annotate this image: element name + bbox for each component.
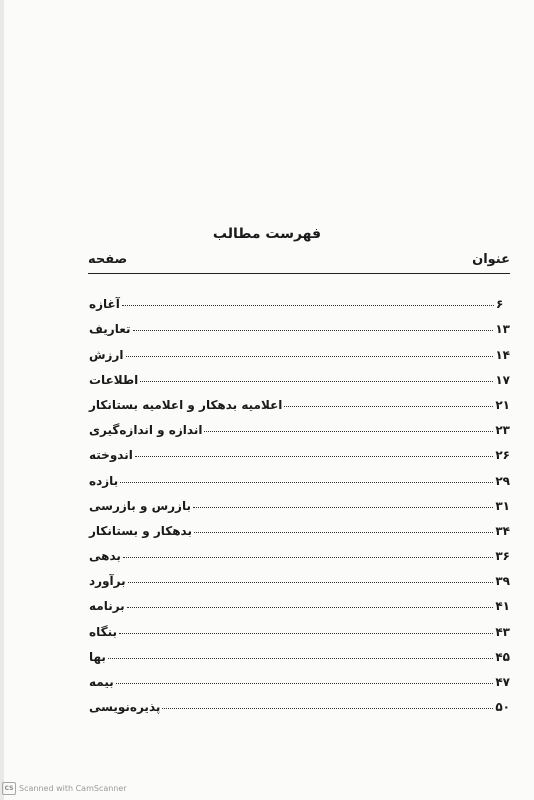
toc-entry <box>88 513 510 538</box>
toc-entry-page-number: ۴۳ <box>495 624 510 639</box>
column-page-label: صفحه <box>88 252 128 267</box>
toc-entry-page-number: ۴۱ <box>495 599 510 614</box>
toc-entry <box>88 689 510 714</box>
toc-entry-page-number: ۲۳ <box>495 423 510 438</box>
toc-entry <box>88 412 510 437</box>
dot-leader <box>119 632 493 634</box>
dot-leader <box>123 556 493 558</box>
dot-leader <box>120 481 493 483</box>
toc-title: فهرست مطالب <box>212 226 322 242</box>
toc-entry-page-number: ۳۴ <box>495 523 510 538</box>
dot-leader <box>108 657 493 659</box>
scan-edge <box>0 0 4 800</box>
toc-entry <box>88 563 510 588</box>
toc-entry-title: برنامه <box>89 599 125 614</box>
toc-entry-page-number: ۶ <box>496 297 504 312</box>
toc-entry-title: اندازه و اندازه‌گیری <box>89 423 203 438</box>
toc-entry-page-number: ۱۳ <box>495 322 510 337</box>
toc-entry-title: بیمه <box>89 675 114 689</box>
toc-entry-title: بازده <box>89 473 119 488</box>
dot-leader <box>284 405 493 407</box>
dot-leader <box>140 380 493 382</box>
dot-leader <box>127 606 494 608</box>
toc-entry-page-number: ۲۹ <box>495 473 510 488</box>
toc-entry <box>88 336 510 361</box>
toc-entry-page-number: ۱۴ <box>495 347 510 362</box>
dot-leader <box>122 304 494 306</box>
toc-entry <box>88 286 510 311</box>
toc-entry-page-number: ۲۶ <box>495 448 510 463</box>
toc-entry-page-number: ۴۵ <box>495 649 510 664</box>
toc-entry-title: تعاریف <box>89 322 131 337</box>
toc-entry-page-number: ۲۱ <box>495 397 510 412</box>
toc-entry <box>88 462 510 487</box>
toc-entry-page-number: ۳۹ <box>495 574 510 589</box>
toc-entry <box>88 387 510 412</box>
camscanner-logo: CS <box>2 782 16 795</box>
toc-entry <box>88 613 510 638</box>
toc-entry <box>88 639 510 664</box>
toc-entry-title: پذیره‌نویسی <box>89 700 161 715</box>
toc-entry <box>88 664 510 689</box>
toc-header-row <box>88 250 510 272</box>
toc-entry-page-number: ۳۱ <box>495 498 510 513</box>
toc-entry <box>88 437 510 462</box>
dot-leader <box>194 531 493 533</box>
toc-entry-title: ارزش <box>89 347 124 362</box>
header-rule <box>88 273 510 274</box>
toc-entry <box>88 488 510 513</box>
toc-entry-title: بها <box>89 649 106 664</box>
toc-entry-title: اعلامیه بدهکار و اعلامیه بستانکار <box>89 397 283 412</box>
dot-leader <box>133 329 494 331</box>
toc-entry <box>88 311 510 336</box>
dot-leader <box>116 682 494 684</box>
toc-entry-title: بدهی <box>89 549 121 564</box>
toc-entry <box>88 362 510 387</box>
toc-entry <box>88 588 510 613</box>
scanner-watermark <box>2 781 127 795</box>
toc-entry-title: بنگاه <box>89 624 117 639</box>
dot-leader <box>126 355 494 357</box>
toc-entry-page-number: ۳۶ <box>495 549 510 564</box>
dot-leader <box>204 430 493 432</box>
column-title-label: عنوان <box>472 252 510 267</box>
toc-entry-title: اندوخته <box>89 448 133 463</box>
dot-leader <box>135 455 494 457</box>
toc-entry-title: برآورد <box>89 574 126 589</box>
toc-entry-list <box>88 286 510 714</box>
toc-entry-title: بدهکار و بستانکار <box>89 523 192 538</box>
toc-entry-page-number: ۴۷ <box>495 675 510 689</box>
toc-entry-page-number: ۵۰ <box>495 700 510 715</box>
toc-entry-title: آغازه <box>89 297 120 312</box>
toc-entry <box>88 538 510 563</box>
dot-leader <box>162 707 493 709</box>
watermark-text: Scanned with CamScanner <box>19 783 127 793</box>
toc-entry-title: اطلاعات <box>89 372 139 387</box>
toc-entry-title: بازرس و بازرسی <box>89 498 191 513</box>
toc-entry-page-number: ۱۷ <box>495 372 510 387</box>
dot-leader <box>128 581 494 583</box>
dot-leader <box>193 506 493 508</box>
